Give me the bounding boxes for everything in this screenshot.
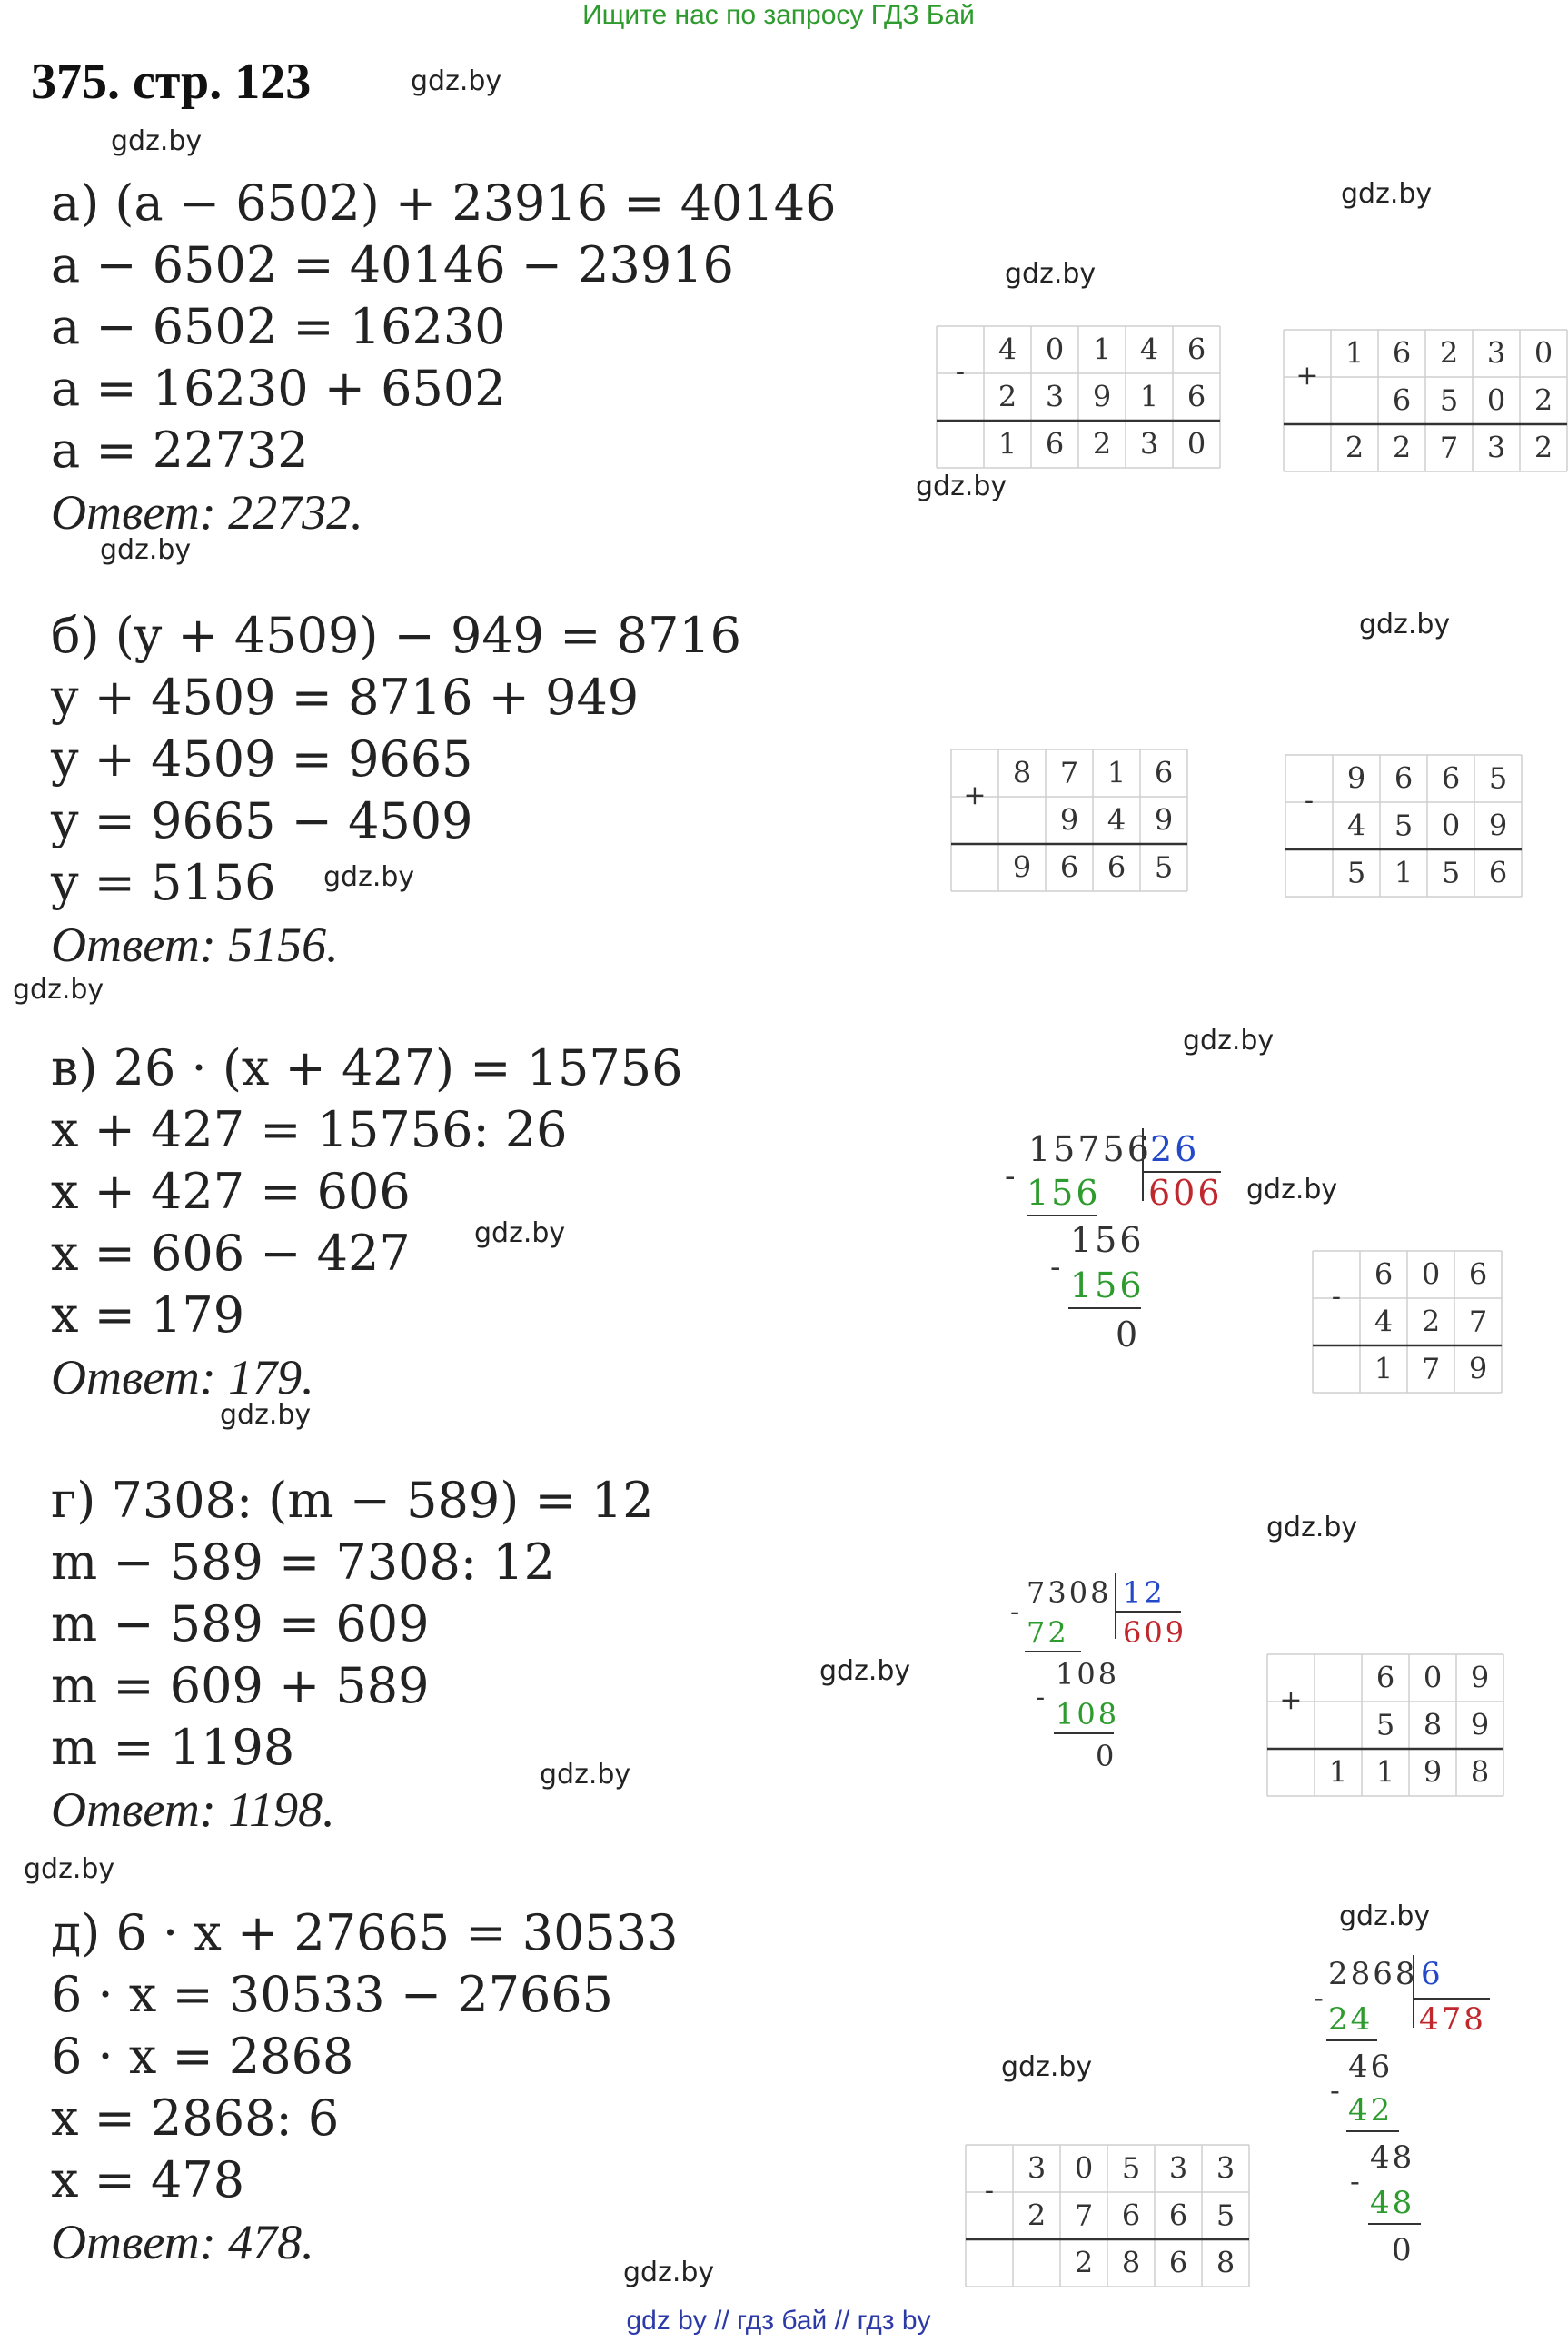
calc-digit: 3 bbox=[1216, 2150, 1236, 2186]
calc-digit: 3 bbox=[1027, 2150, 1047, 2186]
calc-digit: 6 bbox=[1374, 1256, 1394, 1292]
watermark: gdz.by bbox=[623, 2257, 715, 2288]
division-dividend: 2868 bbox=[1328, 1956, 1418, 1992]
long-division bbox=[999, 1123, 1236, 1377]
calc-digit: 6 bbox=[1121, 2198, 1141, 2233]
watermark: gdz.by bbox=[323, 861, 415, 893]
equation-line: в) 26 · (x + 427) = 15756 bbox=[51, 1039, 683, 1097]
calc-digit: 6 bbox=[1468, 1256, 1488, 1292]
calc-digit: 0 bbox=[1421, 1256, 1441, 1292]
calc-digit: 7 bbox=[1059, 755, 1079, 790]
calc-digit: 1 bbox=[997, 426, 1017, 461]
calc-digit: 9 bbox=[1470, 1660, 1490, 1695]
calc-digit: 2 bbox=[1345, 430, 1365, 465]
division-dividend: 15756 bbox=[1028, 1129, 1152, 1169]
column-calc bbox=[965, 2144, 1250, 2291]
watermark: gdz.by bbox=[1183, 1025, 1275, 1057]
answer: Ответ: 179. bbox=[51, 1350, 314, 1404]
minus-sign: - bbox=[1036, 1682, 1046, 1713]
calc-digit: 3 bbox=[1045, 379, 1065, 414]
calc-digit: 6 bbox=[1375, 1660, 1395, 1695]
calc-digit: 6 bbox=[1392, 335, 1412, 371]
division-step: 72 bbox=[1027, 1615, 1069, 1650]
calc-digit: 7 bbox=[1074, 2198, 1094, 2233]
calc-digit: 1 bbox=[1092, 332, 1112, 367]
calc-digit: 1 bbox=[1139, 379, 1159, 414]
equation-line: y + 4509 = 9665 bbox=[51, 730, 473, 788]
calc-digit: 0 bbox=[1045, 332, 1065, 367]
calc-digit: 8 bbox=[1121, 2245, 1141, 2280]
calc-digit: 8 bbox=[1423, 1707, 1443, 1742]
division-divisor: 12 bbox=[1123, 1575, 1166, 1610]
calc-digit: 6 bbox=[1168, 2245, 1188, 2280]
watermark: gdz.by bbox=[1266, 1512, 1358, 1543]
minus-sign: - bbox=[1304, 785, 1315, 817]
division-step: 0 bbox=[1116, 1315, 1138, 1355]
calc-digit: 1 bbox=[1107, 755, 1126, 790]
equation-line: x = 478 bbox=[51, 2151, 245, 2208]
calc-digit: 5 bbox=[1375, 1707, 1395, 1742]
watermark: gdz.by bbox=[474, 1217, 566, 1249]
calc-digit: 6 bbox=[1154, 755, 1174, 790]
division-divisor: 26 bbox=[1150, 1129, 1200, 1169]
equation-line: x + 427 = 606 bbox=[51, 1163, 411, 1220]
calc-digit: 8 bbox=[1216, 2245, 1236, 2280]
division-step: 48 bbox=[1370, 2185, 1415, 2221]
watermark: gdz.by bbox=[220, 1399, 312, 1431]
problem-a bbox=[51, 173, 836, 543]
calc-digit: 6 bbox=[1186, 379, 1206, 414]
column-calc bbox=[1312, 1250, 1503, 1397]
minus-sign: - bbox=[1010, 1596, 1020, 1628]
equation-line: m = 1198 bbox=[51, 1719, 295, 1776]
calc-digit: 5 bbox=[1346, 855, 1366, 890]
watermark: gdz.by bbox=[1339, 1900, 1431, 1932]
division-step: 108 bbox=[1056, 1697, 1120, 1732]
plus-sign: + bbox=[963, 779, 987, 811]
equation-line: m − 589 = 609 bbox=[51, 1595, 430, 1652]
calc-digit: 2 bbox=[997, 379, 1017, 414]
calc-digit: 2 bbox=[1421, 1304, 1441, 1339]
calc-digit: 6 bbox=[1168, 2198, 1188, 2233]
calc-digit: 2 bbox=[1439, 335, 1459, 371]
calc-digit: 8 bbox=[1470, 1754, 1490, 1790]
calc-digit: 9 bbox=[1012, 849, 1032, 885]
calc-grid bbox=[1283, 329, 1568, 472]
equation-line: m − 589 = 7308: 12 bbox=[51, 1533, 555, 1591]
calc-digit: 6 bbox=[1394, 760, 1414, 796]
division-dividend: 7308 bbox=[1027, 1575, 1112, 1610]
answer: Ответ: 478. bbox=[51, 2215, 314, 2269]
calc-digit: 9 bbox=[1092, 379, 1112, 414]
watermark: gdz.by bbox=[1359, 609, 1451, 640]
calc-digit: 9 bbox=[1154, 802, 1174, 838]
calc-digit: 5 bbox=[1439, 382, 1459, 418]
equation-line: m = 609 + 589 bbox=[51, 1657, 430, 1714]
watermark: gdz.by bbox=[1246, 1174, 1338, 1206]
calc-digit: 6 bbox=[1045, 426, 1065, 461]
equation-line: y = 9665 − 4509 bbox=[51, 792, 473, 849]
long-division bbox=[1314, 1951, 1517, 2287]
division-quotient: 478 bbox=[1419, 2001, 1486, 2038]
calc-digit: 6 bbox=[1107, 849, 1126, 885]
problem-b bbox=[51, 605, 741, 976]
calc-digit: 0 bbox=[1533, 335, 1553, 371]
division-divisor: 6 bbox=[1421, 1956, 1441, 1992]
calc-digit: 1 bbox=[1328, 1754, 1348, 1790]
calc-digit: 8 bbox=[1012, 755, 1032, 790]
equation-line: y + 4509 = 8716 + 949 bbox=[51, 669, 640, 726]
calc-digit: 3 bbox=[1486, 335, 1506, 371]
calc-digit: 6 bbox=[1488, 855, 1508, 890]
answer: Ответ: 22732. bbox=[51, 485, 363, 540]
plus-sign: + bbox=[1279, 1684, 1303, 1716]
problem-d bbox=[51, 1902, 679, 2273]
minus-sign: - bbox=[984, 2175, 995, 2207]
equation-line: a = 16230 + 6502 bbox=[51, 360, 506, 417]
calc-digit: 2 bbox=[1533, 430, 1553, 465]
watermark: gdz.by bbox=[100, 534, 192, 566]
problem-v bbox=[51, 1037, 682, 1408]
division-step: 156 bbox=[1027, 1173, 1101, 1213]
calc-digit: 4 bbox=[1139, 332, 1159, 367]
calc-digit: 7 bbox=[1468, 1304, 1488, 1339]
equation-line: 6 · x = 30533 − 27665 bbox=[51, 1966, 614, 2023]
top-banner: Ищите нас по запросу ГДЗ Бай bbox=[582, 0, 975, 30]
calc-digit: 1 bbox=[1345, 335, 1365, 371]
calc-grid bbox=[1285, 754, 1523, 898]
column-calc bbox=[1266, 1653, 1504, 1801]
watermark: gdz.by bbox=[1341, 178, 1433, 210]
long-division bbox=[1008, 1570, 1208, 1788]
minus-sign: - bbox=[1350, 2164, 1360, 2198]
calc-digit: 5 bbox=[1488, 760, 1508, 796]
calc-digit: 2 bbox=[1074, 2245, 1094, 2280]
calc-digit: 7 bbox=[1421, 1351, 1441, 1386]
division-step: 48 bbox=[1370, 2139, 1415, 2176]
calc-digit: 0 bbox=[1423, 1660, 1443, 1695]
division-step: 156 bbox=[1070, 1220, 1145, 1260]
equation-line: x = 606 − 427 bbox=[51, 1225, 411, 1282]
calc-digit: 0 bbox=[1074, 2150, 1094, 2186]
calc-digit: 4 bbox=[1107, 802, 1126, 838]
minus-sign: - bbox=[1005, 1158, 1016, 1195]
calc-digit: 3 bbox=[1486, 430, 1506, 465]
column-calc bbox=[1285, 754, 1523, 901]
calc-digit: 4 bbox=[997, 332, 1017, 367]
division-quotient: 609 bbox=[1123, 1615, 1187, 1650]
watermark: gdz.by bbox=[111, 125, 203, 157]
watermark: gdz.by bbox=[1001, 2051, 1093, 2083]
calc-digit: 9 bbox=[1059, 802, 1079, 838]
column-calc bbox=[936, 325, 1221, 472]
equation-line: г) 7308: (m − 589) = 12 bbox=[51, 1472, 654, 1529]
column-calc bbox=[950, 749, 1188, 896]
calc-digit: 9 bbox=[1423, 1754, 1443, 1790]
division-step: 0 bbox=[1096, 1739, 1115, 1773]
calc-digit: 2 bbox=[1392, 430, 1412, 465]
calc-grid bbox=[936, 325, 1221, 469]
watermark: gdz.by bbox=[819, 1655, 911, 1687]
page-title: 375. стр. 123 bbox=[31, 54, 312, 110]
calc-digit: 0 bbox=[1486, 382, 1506, 418]
division-step: 42 bbox=[1348, 2092, 1394, 2129]
calc-digit: 3 bbox=[1139, 426, 1159, 461]
calc-digit: 2 bbox=[1092, 426, 1112, 461]
calc-digit: 2 bbox=[1027, 2198, 1047, 2233]
calc-digit: 3 bbox=[1168, 2150, 1188, 2186]
equation-line: x = 179 bbox=[51, 1286, 245, 1344]
watermark: gdz.by bbox=[916, 471, 1007, 502]
answer: Ответ: 1198. bbox=[51, 1782, 335, 1837]
watermark: gdz.by bbox=[540, 1759, 631, 1791]
calc-digit: 1 bbox=[1374, 1351, 1394, 1386]
column-calc bbox=[1283, 329, 1568, 476]
calc-digit: 5 bbox=[1394, 808, 1414, 843]
calc-digit: 5 bbox=[1441, 855, 1461, 890]
equation-line: 6 · x = 2868 bbox=[51, 2028, 354, 2085]
equation-line: б) (y + 4509) − 949 = 8716 bbox=[51, 607, 742, 664]
bottom-banner: gdz by // гдз бай // гдз by bbox=[626, 2306, 931, 2336]
calc-digit: 4 bbox=[1374, 1304, 1394, 1339]
answer: Ответ: 5156. bbox=[51, 918, 339, 972]
division-step: 0 bbox=[1392, 2232, 1412, 2268]
watermark: gdz.by bbox=[13, 974, 104, 1006]
calc-digit: 0 bbox=[1186, 426, 1206, 461]
calc-digit: 1 bbox=[1375, 1754, 1395, 1790]
watermark: gdz.by bbox=[24, 1853, 115, 1885]
calc-digit: 6 bbox=[1441, 760, 1461, 796]
calc-grid bbox=[1266, 1653, 1504, 1797]
calc-digit: 5 bbox=[1121, 2150, 1141, 2186]
equation-line: x = 2868: 6 bbox=[51, 2089, 340, 2147]
division-step: 108 bbox=[1056, 1657, 1120, 1692]
calc-digit: 7 bbox=[1439, 430, 1459, 465]
calc-digit: 9 bbox=[1468, 1351, 1488, 1386]
equation-line: a − 6502 = 16230 bbox=[51, 298, 506, 355]
calc-digit: 6 bbox=[1059, 849, 1079, 885]
problem-g bbox=[51, 1470, 654, 1841]
calc-digit: 9 bbox=[1488, 808, 1508, 843]
division-step: 156 bbox=[1070, 1265, 1145, 1305]
calc-grid bbox=[1312, 1250, 1503, 1394]
calc-digit: 6 bbox=[1186, 332, 1206, 367]
minus-sign: - bbox=[955, 356, 966, 388]
equation-line: д) 6 · x + 27665 = 30533 bbox=[51, 1904, 679, 1961]
plus-sign: + bbox=[1295, 360, 1319, 392]
calc-grid bbox=[965, 2144, 1250, 2287]
minus-sign: - bbox=[1050, 1249, 1061, 1285]
equation-line: x + 427 = 15756: 26 bbox=[51, 1101, 568, 1158]
calc-digit: 2 bbox=[1533, 382, 1553, 418]
watermark: gdz.by bbox=[1005, 258, 1097, 290]
minus-sign: - bbox=[1331, 1281, 1342, 1313]
calc-digit: 9 bbox=[1470, 1707, 1490, 1742]
calc-digit: 6 bbox=[1392, 382, 1412, 418]
minus-sign: - bbox=[1314, 1980, 1324, 2015]
calc-digit: 9 bbox=[1346, 760, 1366, 796]
minus-sign: - bbox=[1330, 2073, 1340, 2108]
equation-line: a = 22732 bbox=[51, 422, 309, 479]
watermark: gdz.by bbox=[411, 65, 502, 97]
calc-digit: 5 bbox=[1154, 849, 1174, 885]
division-step: 24 bbox=[1328, 2001, 1374, 2038]
calc-digit: 5 bbox=[1216, 2198, 1236, 2233]
calc-digit: 0 bbox=[1441, 808, 1461, 843]
division-quotient: 606 bbox=[1148, 1173, 1223, 1213]
division-step: 46 bbox=[1348, 2049, 1394, 2085]
equation-line: a − 6502 = 40146 − 23916 bbox=[51, 236, 734, 293]
equation-line: а) (a − 6502) + 23916 = 40146 bbox=[51, 174, 837, 232]
equation-line: y = 5156 bbox=[51, 854, 276, 911]
calc-grid bbox=[950, 749, 1188, 892]
calc-digit: 1 bbox=[1394, 855, 1414, 890]
calc-digit: 4 bbox=[1346, 808, 1366, 843]
